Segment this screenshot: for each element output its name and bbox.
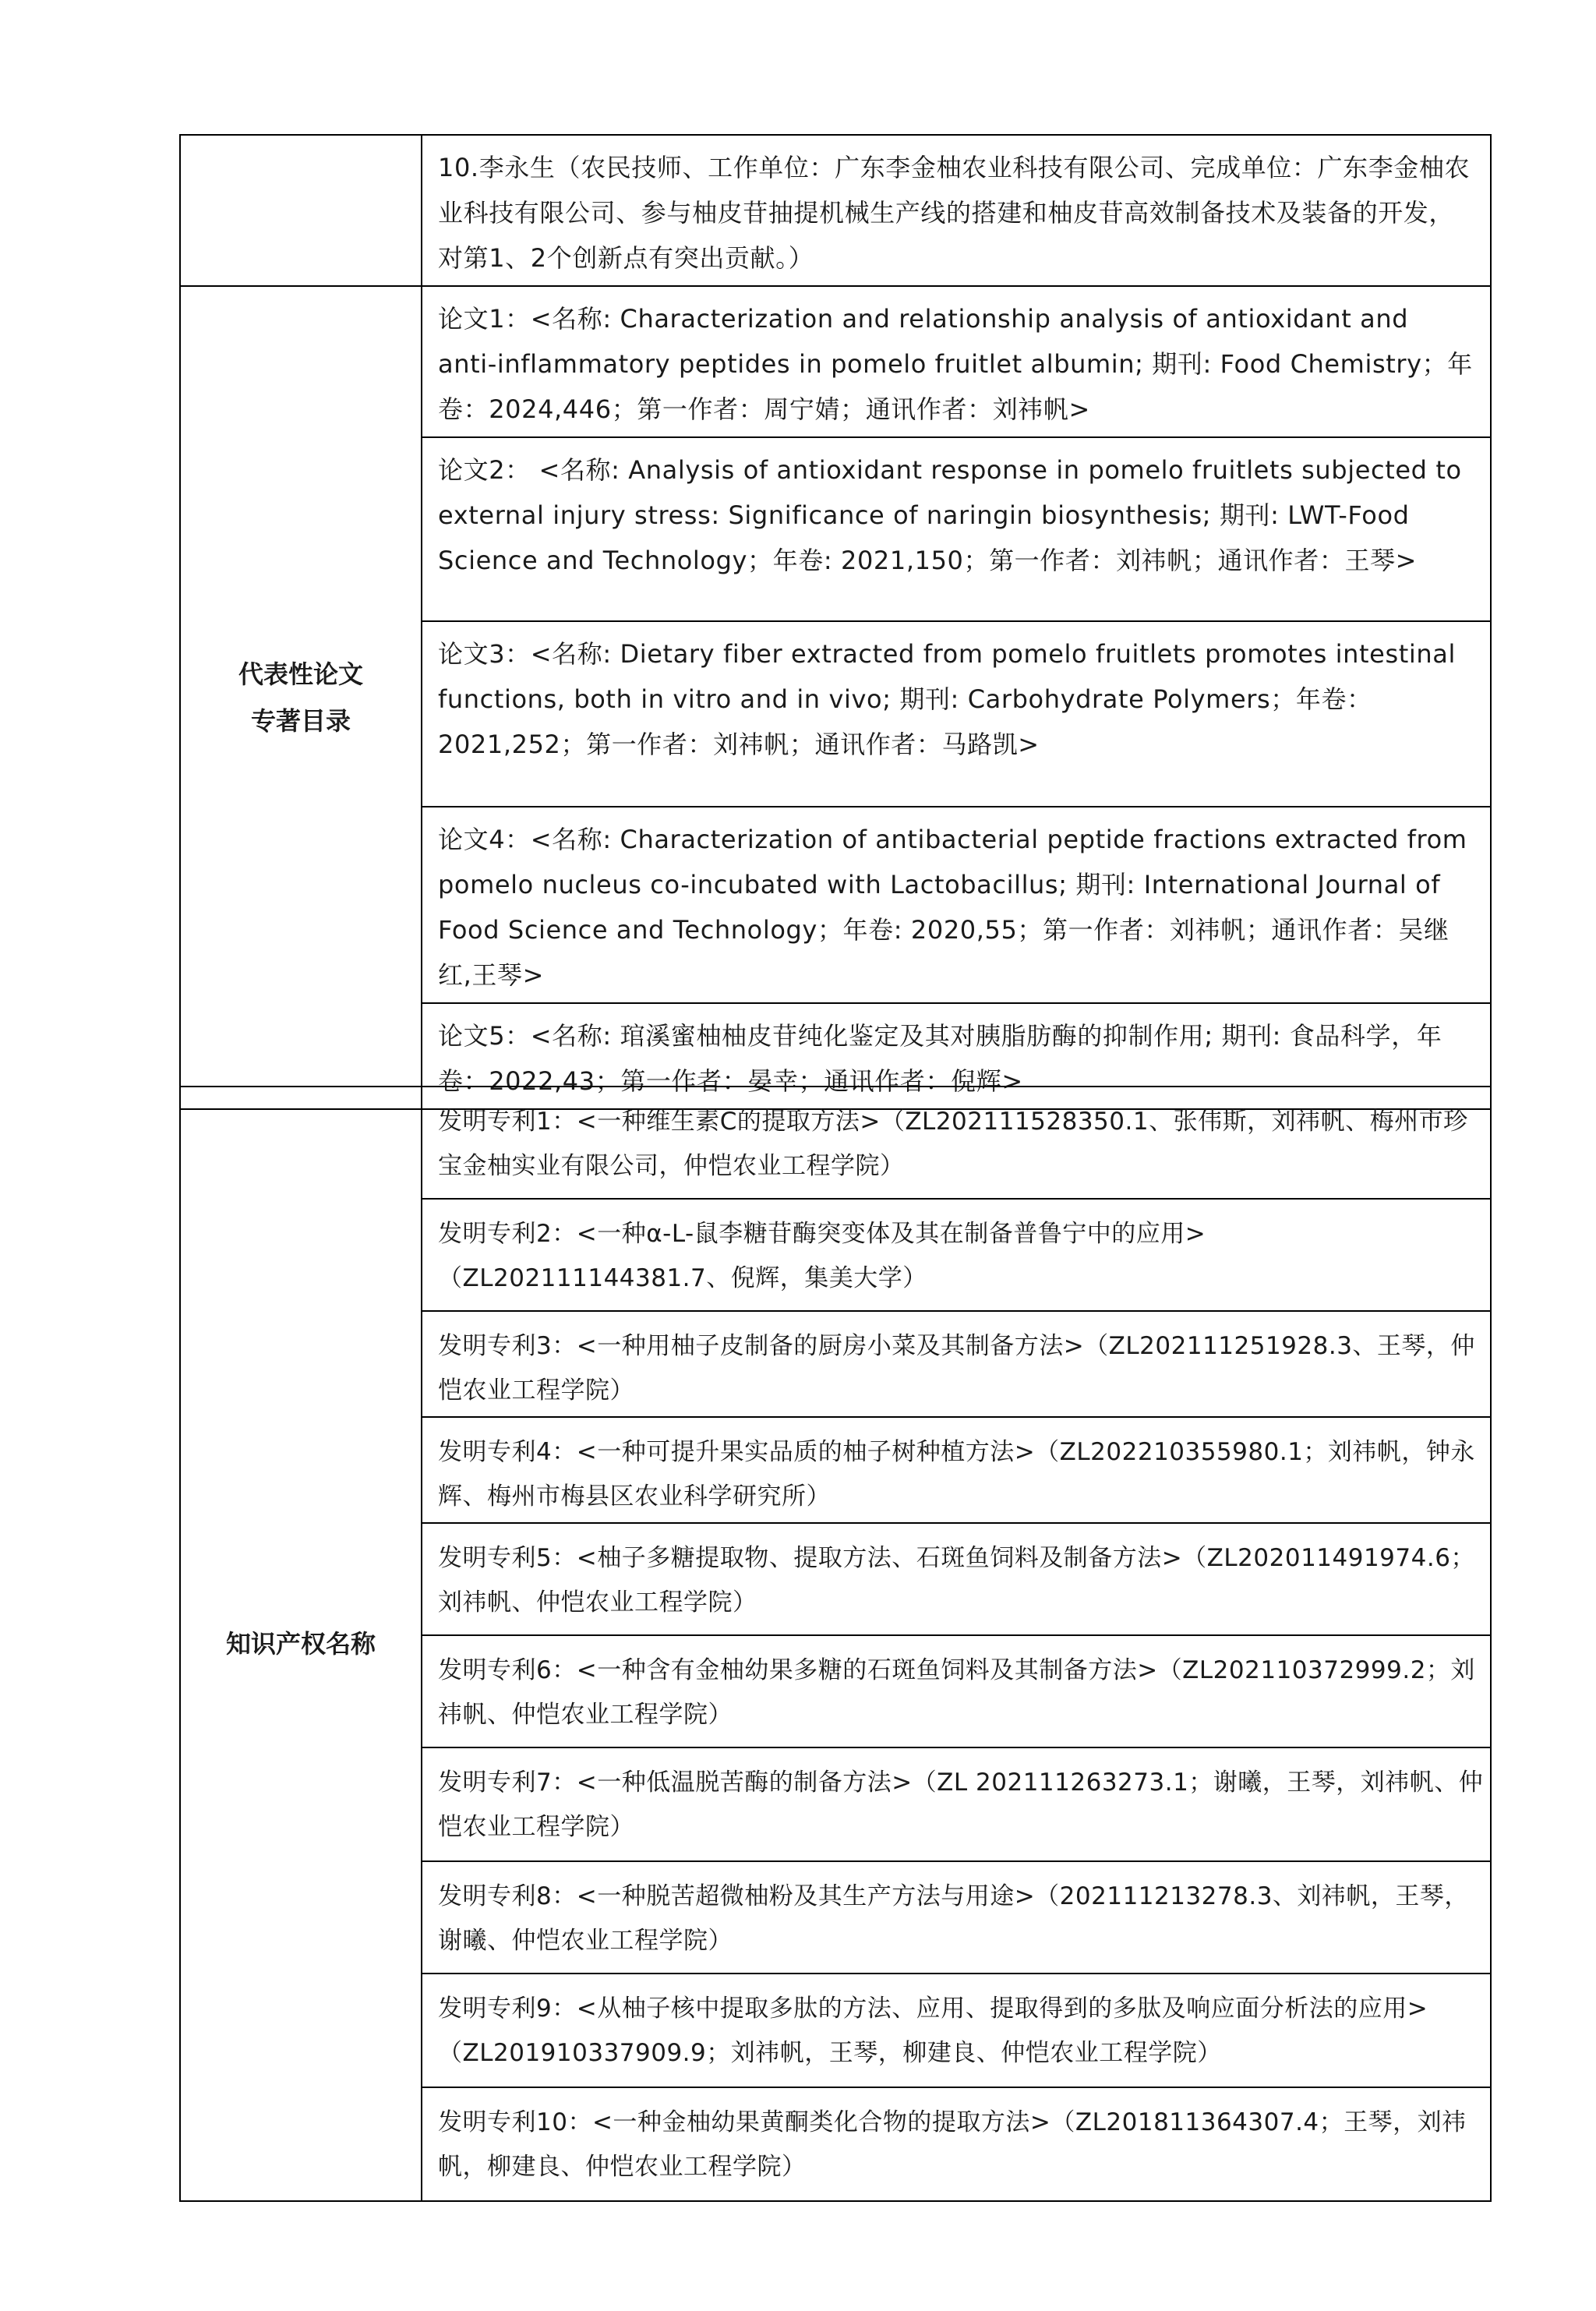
patent-entry-3: 发明专利3：<一种用柚子皮制备的厨房小菜及其制备方法>（ZL202111251928.3、王琴，仲恺农业工程学院） — [422, 1311, 1491, 1417]
paper-row-1 — [180, 286, 1491, 437]
paper-entry-4: 论文4：<名称: Characterization of antibacterial peptide fractions extracted from pomelo nucleus co-incubated with Lactobacillus; 期刊: International Journal of Food Science and Technology；年卷: 2020,55；第一作者：刘祎帆；通讯作者：吴继红,王琴> — [422, 807, 1491, 1003]
patent-entry-6: 发明专利6：<一种含有金柚幼果多糖的石斑鱼饲料及其制备方法>（ZL202110372999.2；刘祎帆、仲恺农业工程学院） — [422, 1635, 1491, 1747]
patent-entry-2: 发明专利2：<一种α-L-鼠李糖苷酶突变体及其在制备普鲁宁中的应用>（ZL202111144381.7、倪辉，集美大学） — [422, 1199, 1491, 1311]
patents-table — [179, 1086, 1492, 2202]
papers-section-label — [180, 286, 422, 1109]
paper-entry-1: 论文1：<名称: Characterization and relationship analysis of antioxidant and anti-inflammatory peptides in pomelo fruitlet albumin; 期刊: Food Chemistry；年卷：2024,446；第一作者：周宁婧；通讯作者：刘祎帆> — [422, 286, 1491, 437]
patent-entry-5: 发明专利5：<柚子多糖提取物、提取方法、石斑鱼饲料及制备方法>（ZL202011491974.6；刘祎帆、仲恺农业工程学院） — [422, 1523, 1491, 1635]
paper-entry-3: 论文3：<名称: Dietary fiber extracted from pomelo fruitlets promotes intestinal functions, both in vitro and in vivo; 期刊: Carbohydrate Polymers；年卷：2021,252；第一作者：刘祎帆；通讯作者：马路凯> — [422, 621, 1491, 807]
person-entry: 10.李永生（农民技师、工作单位：广东李金柚农业科技有限公司、完成单位：广东李金柚农业科技有限公司、参与柚皮苷抽提机械生产线的搭建和柚皮苷高效制备技术及装备的开发，对第1、2个创新点有突出贡献。） — [422, 135, 1491, 286]
paper-entry-2: 论文2： <名称: Analysis of antioxidant response in pomelo fruitlets subjected to external injury stress: Significance of naringin biosynthesis; 期刊: LWT-Food Science and Technology；年卷: 2021,150；第一作者：刘祎帆；通讯作者：王琴> — [422, 437, 1491, 621]
papers-table — [179, 134, 1492, 1110]
patents-section-label: 知识产权名称 — [180, 1087, 422, 2201]
person-row-label-cell — [180, 135, 422, 286]
patent-entry-10: 发明专利10：<一种金柚幼果黄酮类化合物的提取方法>（ZL201811364307.4；王琴，刘祎帆，柳建良、仲恺农业工程学院） — [422, 2087, 1491, 2201]
papers-label-line1: 代表性论文 — [238, 659, 363, 689]
patent-entry-7: 发明专利7：<一种低温脱苦酶的制备方法>（ZL 202111263273.1；谢曦，王琴，刘祎帆、仲恺农业工程学院） — [422, 1747, 1491, 1861]
patent-entry-8: 发明专利8：<一种脱苦超微柚粉及其生产方法与用途>（202111213278.3、刘祎帆，王琴，谢曦、仲恺农业工程学院） — [422, 1861, 1491, 1974]
person-row — [180, 135, 1491, 286]
patent-row-1 — [180, 1087, 1491, 1199]
papers-label-line2: 专著目录 — [250, 706, 351, 736]
patent-entry-4: 发明专利4：<一种可提升果实品质的柚子树种植方法>（ZL202210355980.1；刘祎帆，钟永辉、梅州市梅县区农业科学研究所） — [422, 1417, 1491, 1523]
patent-entry-1: 发明专利1：<一种维生素C的提取方法>（ZL202111528350.1、张伟斯，刘祎帆、梅州市珍宝金柚实业有限公司，仲恺农业工程学院） — [422, 1087, 1491, 1199]
patent-entry-9: 发明专利9：<从柚子核中提取多肽的方法、应用、提取得到的多肽及响应面分析法的应用>（ZL201910337909.9；刘祎帆，王琴，柳建良、仲恺农业工程学院） — [422, 1974, 1491, 2087]
paper-entry-5: 论文5：<名称: 琯溪蜜柚柚皮苷纯化鉴定及其对胰脂肪酶的抑制作用; 期刊: 食品科学，年卷：2022,43；第一作者：晏幸；通讯作者：倪辉> — [422, 1003, 1491, 1109]
